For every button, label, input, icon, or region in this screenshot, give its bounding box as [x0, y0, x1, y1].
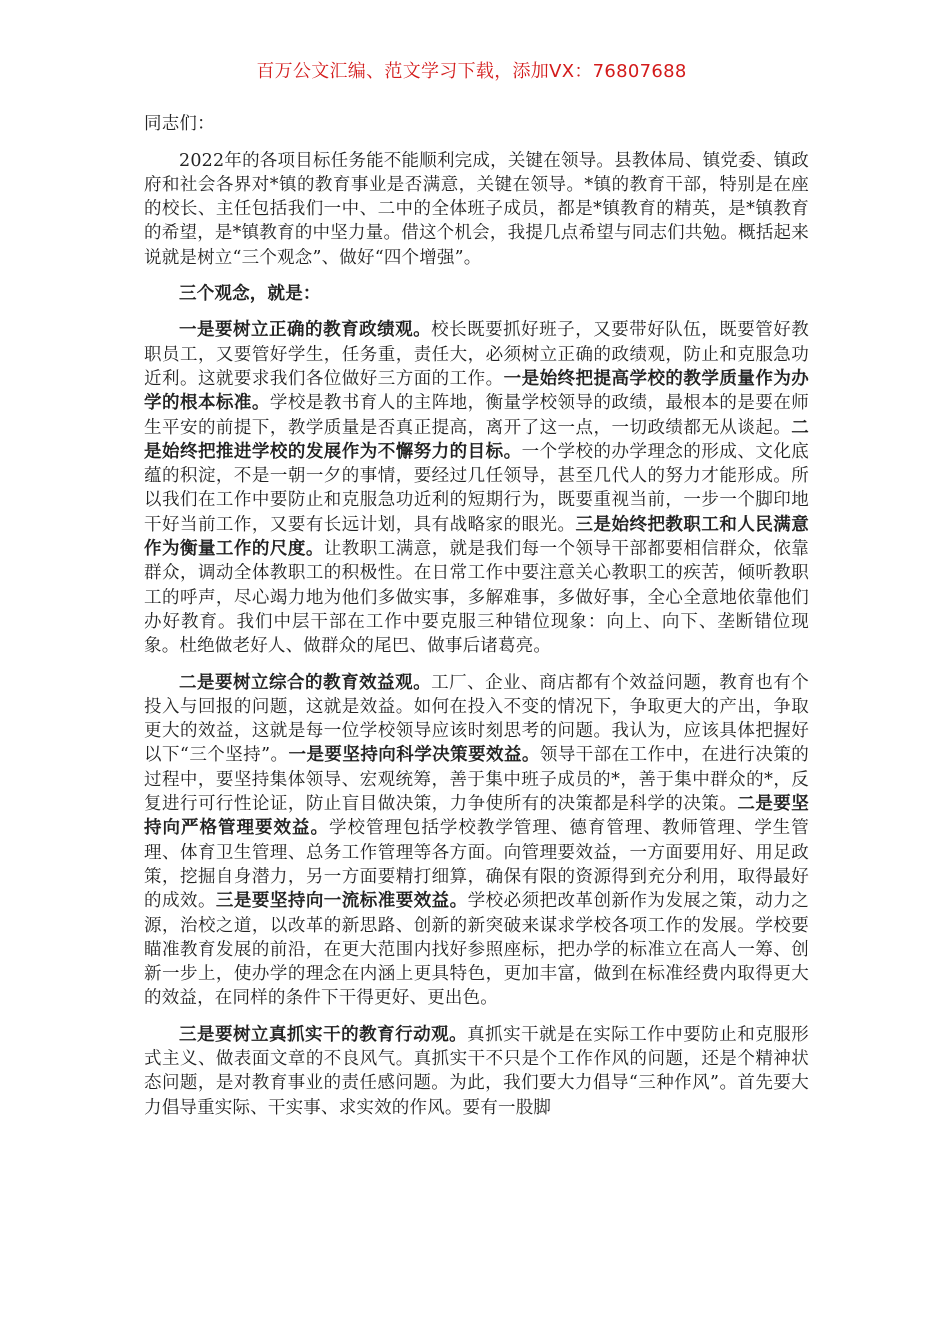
document-page [144, 60, 809, 1132]
bold-heading: 一是始终把提高学校的教学质量作为办学的根本标准。 [144, 368, 809, 414]
bold-heading: 二是要坚持向严格管理要效益。 [144, 794, 809, 839]
bold-heading: 二是要树立综合的教育效益观。 [179, 672, 432, 693]
bold-heading: 一是要坚持向科学决策要效益。 [288, 745, 540, 766]
greeting: 同志们： [144, 114, 215, 135]
paragraph-political-achievement [144, 318, 809, 658]
paragraph-efficiency [144, 671, 809, 1011]
body-text: 学校是教书育人的主阵地，衡量学校领导的政绩，最根本的是要在师生平安的前提下，教学质量是否真正提高，离开了这一点，一切政绩都无从谈起。 [144, 393, 810, 438]
paragraph-action [144, 1023, 809, 1120]
body-text: 真抓实干就是在实际工作中要防止和克服形式主义、做表面文章的不良风气。真抓实干不只是个工作作风的问题，还是个精神状态问题，是对教育事业的责任感问题。为此，我们要大力倡导“三种作风”。首先要大力倡导重实际、干实事、求实效的作风。要有一股脚 [144, 1024, 809, 1118]
body-text: 工厂、企业、商店都有个效益问题，教育也有个投入与回报的问题，这就是效益。如何在投入不变的情况下，争取更大的产出，争取更大的效益，这就是每一位学校领导应该时刻思考的问题。我认为，应该具体把握好以下“三个坚持”。 [144, 672, 809, 766]
body-text: 校长既要抓好班子，又要带好队伍，既要管好教职员工，又要管好学生，任务重，责任大，必须树立正确的政绩观，防止和克服急功近利。这就要求我们各位做好三方面的工作。 [144, 320, 809, 389]
body-text: 学校管理包括学校教学管理、德育管理、教师管理、学生管理、体育卫生管理、总务工作管理等各方面。向管理要效益，一方面要用好、用足政策，挖掘自身潜力，另一方面要精打细算，确保有限的资源得到充分利用，取得最好的成效。 [144, 818, 810, 912]
body-text: 一个学校的办学理念的形成、文化底蕴的积淀，不是一朝一夕的事情，要经过几任领导，甚至几代人的努力才能形成。所以我们在工作中要防止和克服急功近利的短期行为，既要重视当前，一步一个脚印地干好当前工作，又要有长远计划，具有战略家的眼光。 [144, 441, 809, 535]
section-heading: 三个观念，就是： [179, 284, 321, 305]
bold-heading: 三是要坚持向一流标准要效益。 [215, 891, 468, 912]
promo-banner: 百万公文汇编、范文学习下载，添加VX：76807688 [256, 61, 687, 82]
bold-heading: 三是始终把教职工和人民满意作为衡量工作的尺度。 [144, 514, 809, 560]
bold-heading: 三是要树立真抓实干的教育行动观。 [179, 1024, 468, 1045]
bold-heading: 一是要树立正确的教育政绩观。 [179, 320, 432, 341]
body-text: 学校必须把改革创新作为发展之策，动力之源，治校之道，以改革的新思路、创新的新突破来谋求学校各项工作的发展。学校要瞄准教育发展的前沿，在更大范围内找好参照座标，把办学的标准立在高人一筹、创新一步上，使办学的理念在内涵上更具特色，更加丰富，做到在标准经费内取得更大的效益，在同样的条件下干得更好、更出色。 [144, 891, 809, 1009]
bold-heading: 二是始终把推进学校的发展作为不懈努力的目标。 [144, 417, 809, 462]
intro-paragraph: 2022年的各项目标任务能不能顺利完成，关键在领导。县教体局、镇党委、镇政府和社会各界对*镇的教育事业是否满意，关键在领导。*镇的教育干部，特别是在座的校长、主任包括我们一中、二中的全体班子成员，都是*镇教育的精英，是*镇教育的希望，是*镇教育的中坚力量。借这个机会，我提几点希望与同志们共勉。概括起来说就是树立“三个观念”、做好“四个增强”。 [144, 150, 809, 268]
body-text: 领导干部在工作中，在进行决策的过程中，要坚持集体领导、宏观统筹，善于集中班子成员的*，善于集中群众的*，反复进行可行性论证，防止盲目做决策，力争使所有的决策都是科学的决策。 [144, 745, 809, 815]
body-text: 让教职工满意，就是我们每一个领导干部都要相信群众，依靠群众，调动全体教职工的积极性。在日常工作中要注意关心教职工的疾苦，倾听教职工的呼声，尽心竭力地为他们多做实事，多解难事，多做好事，全心全意地依靠他们办好教育。我们中层干部在工作中要克服三种错位现象：向上、向下、垄断错位现象。杜绝做老好人、做群众的尾巴、做事后诸葛亮。 [144, 539, 810, 657]
